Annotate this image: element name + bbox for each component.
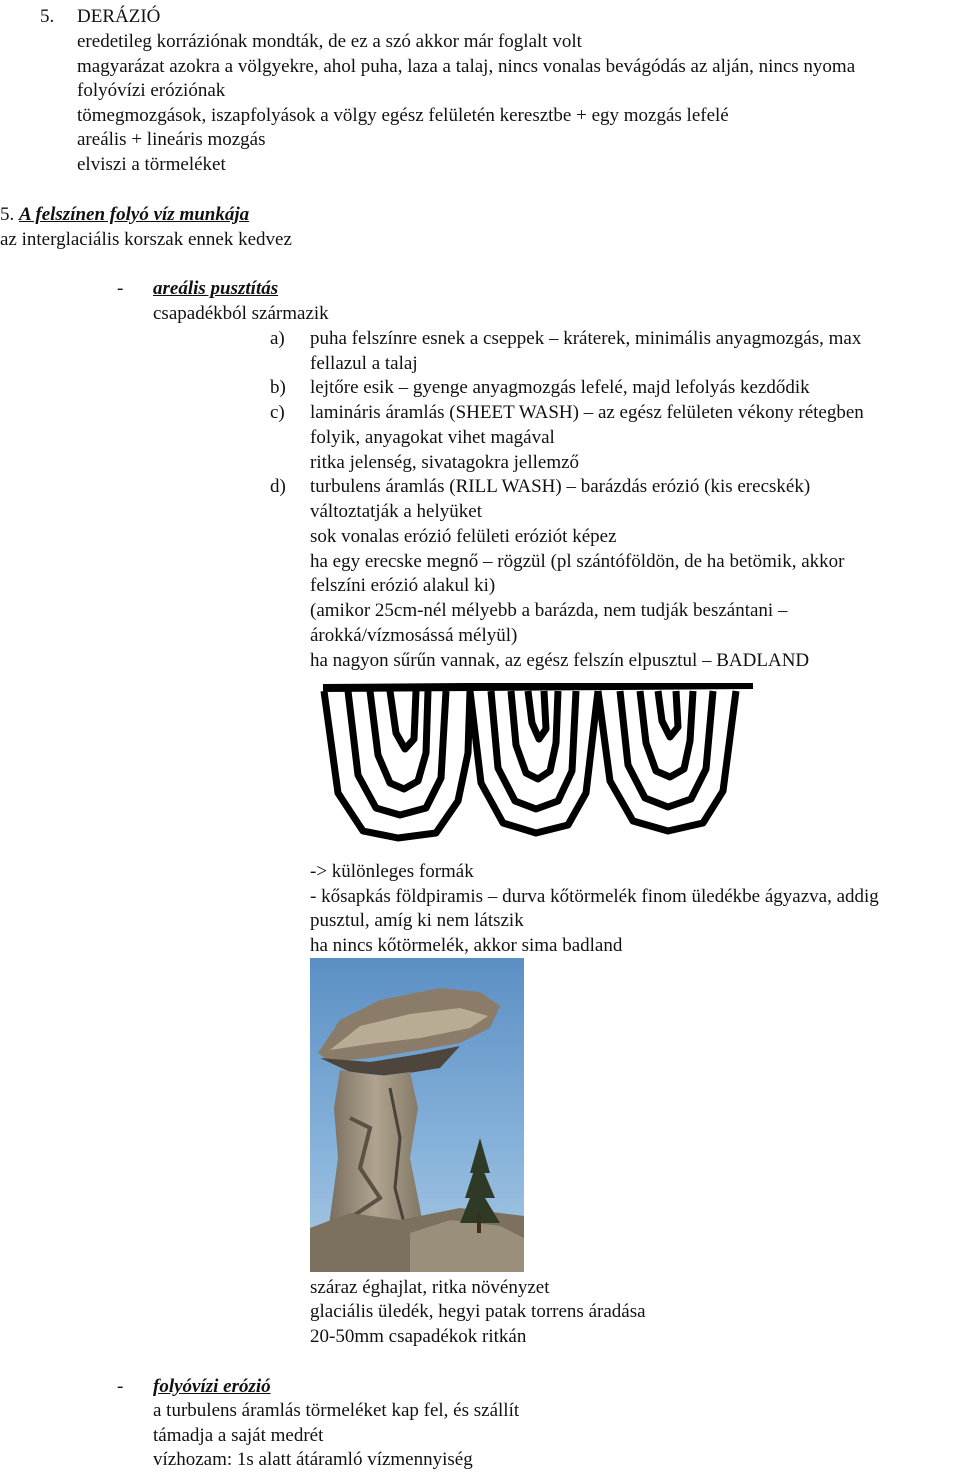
item-letter: c) <box>270 402 285 423</box>
item-line: lejtőre esik – gyenge anyagmozgás lefelé, majd lefolyás kezdődik <box>310 377 810 398</box>
section-1-number: 5. <box>40 6 55 27</box>
section-1-line: magyarázat azokra a völgyekre, ahol puha, laza a talaj, nincs vonalas bevágódás az alján, nincs nyoma <box>77 56 856 77</box>
item-line: fellazul a talaj <box>310 353 418 374</box>
section-1-line: tömegmozgások, iszapfolyások a völgy egész felületén keresztbe + egy mozgás lefelé <box>77 105 729 126</box>
conditions-line: száraz éghajlat, ritka növényzet <box>310 1277 550 1298</box>
badland-diagram <box>318 683 758 848</box>
item-line: folyik, anyagokat vihet magával <box>310 427 555 448</box>
section-1-title: DERÁZIÓ <box>77 6 161 27</box>
section-1-line: folyóvízi eróziónak <box>77 80 226 101</box>
item-line: ha egy erecske megnő – rögzül (pl szántóföldön, de ha betömik, akkor <box>310 551 845 572</box>
section-2-number: 5. <box>0 204 15 225</box>
areal-subtitle: csapadékból származik <box>153 303 329 324</box>
item-line: sok vonalas erózió felületi eróziót képez <box>310 526 617 547</box>
forms-line: - kősapkás földpiramis – durva kőtörmelék finom üledékbe ágyazva, addig <box>310 886 879 907</box>
item-letter: d) <box>270 476 286 497</box>
section-2-heading <box>0 203 249 227</box>
conditions-line: glaciális üledék, hegyi patak torrens áradása <box>310 1301 646 1322</box>
fluvial-line: a turbulens áramlás törmeléket kap fel, és szállít <box>153 1400 520 1421</box>
item-line: felszíni erózió alakul ki) <box>310 575 496 596</box>
section-1-line: areális + lineáris mozgás <box>77 129 266 150</box>
fluvial-line: támadja a saját medrét <box>153 1425 324 1446</box>
section-2-title: A felszínen folyó víz munkája <box>19 204 250 225</box>
forms-line: -> különleges formák <box>310 861 474 882</box>
item-line: puha felszínre esnek a cseppek – kráterek, minimális anyagmozgás, max <box>310 328 862 349</box>
item-letter: a) <box>270 328 285 349</box>
item-line: ritka jelenség, sivatagokra jellemző <box>310 452 580 473</box>
fluvial-line: vízhozam: 1s alatt átáramló vízmennyiség <box>153 1449 473 1470</box>
areal-dash: - <box>117 278 124 299</box>
fluvial-title: folyóvízi erózió <box>153 1376 271 1397</box>
forms-line: ha nincs kőtörmelék, akkor sima badland <box>310 935 623 956</box>
fluvial-dash: - <box>117 1376 124 1397</box>
item-line: (amikor 25cm-nél mélyebb a barázda, nem tudják beszántani – <box>310 600 788 621</box>
item-letter: b) <box>270 377 286 398</box>
forms-line: pusztul, amíg ki nem látszik <box>310 910 524 931</box>
areal-title: areális pusztítás <box>153 278 279 299</box>
item-line: lamináris áramlás (SHEET WASH) – az egész felületen vékony rétegben <box>310 402 864 423</box>
section-1-line: elviszi a törmeléket <box>77 154 226 175</box>
item-line: változtatják a helyüket <box>310 501 482 522</box>
section-1-line: eredetileg korráziónak mondták, de ez a szó akkor már foglalt volt <box>77 31 582 52</box>
conditions-line: 20-50mm csapadékok ritkán <box>310 1326 527 1347</box>
earth-pyramid-photo <box>310 958 524 1272</box>
item-line: ha nagyon sűrűn vannak, az egész felszín elpusztul – BADLAND <box>310 650 810 671</box>
section-2-intro: az interglaciális korszak ennek kedvez <box>0 229 292 250</box>
item-line: turbulens áramlás (RILL WASH) – barázdás erózió (kis erecskék) <box>310 476 811 497</box>
item-line: árokká/vízmosássá mélyül) <box>310 625 518 646</box>
